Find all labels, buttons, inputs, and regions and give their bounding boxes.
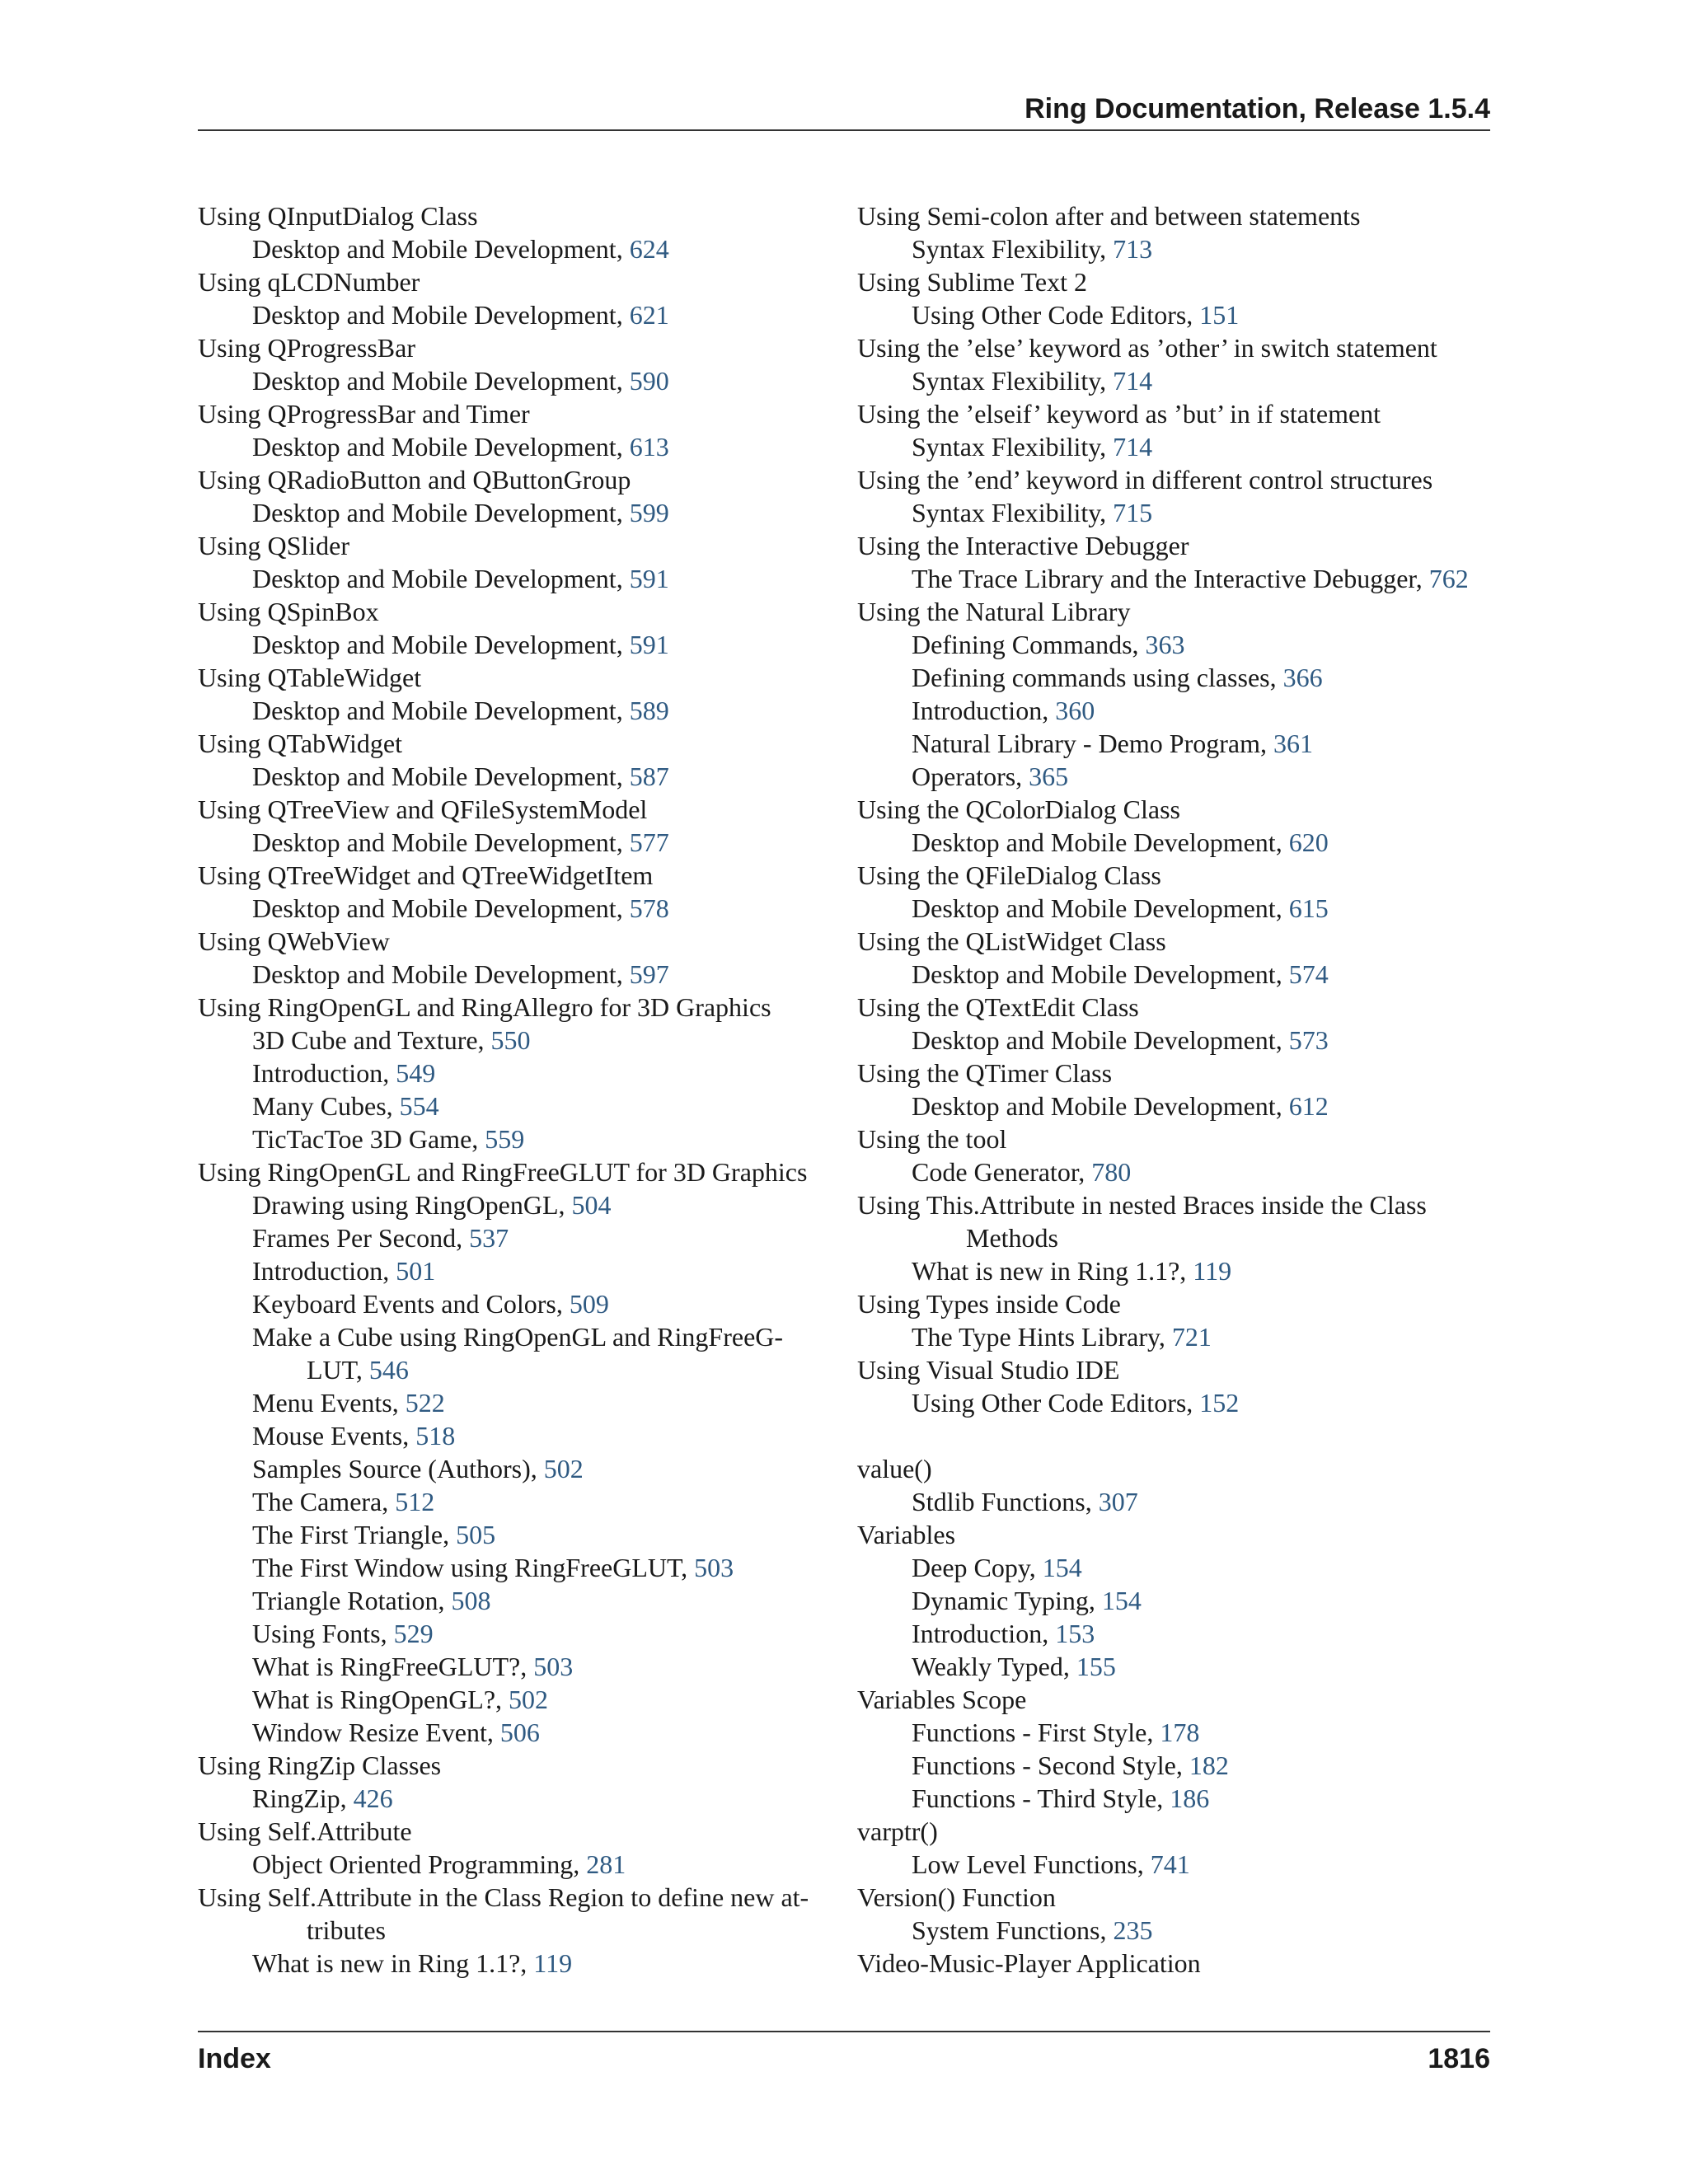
index-entry-text: Using Other Code Editors, xyxy=(912,1388,1200,1418)
index-term xyxy=(198,661,832,694)
footer-rule xyxy=(198,2031,1490,2032)
index-subentry xyxy=(198,1683,832,1716)
index-entry-text: Using qLCDNumber xyxy=(198,267,420,297)
page-reference-link[interactable]: 178 xyxy=(1160,1718,1200,1747)
index-entry-text: Desktop and Mobile Development, xyxy=(252,234,630,264)
index-continuation xyxy=(857,1221,1492,1254)
index-entry-text: Using QSpinBox xyxy=(198,597,379,626)
page-reference-link[interactable]: 741 xyxy=(1150,1849,1190,1879)
index-subentry xyxy=(198,892,832,925)
index-entry-text: Triangle Rotation, xyxy=(252,1586,452,1615)
index-column-left xyxy=(198,199,832,1980)
index-entry-text: Introduction, xyxy=(252,1058,396,1088)
footer-section: Index xyxy=(198,2043,271,2074)
index-entry-text: Using the ’elseif’ keyword as ’but’ in if statement xyxy=(857,399,1381,429)
page-reference-link[interactable]: 549 xyxy=(396,1058,436,1088)
index-subentry xyxy=(857,430,1492,463)
index-term xyxy=(857,1947,1492,1980)
index-term xyxy=(857,397,1492,430)
index-subentry xyxy=(857,1090,1492,1122)
index-entry-text: Using Other Code Editors, xyxy=(912,300,1200,330)
index-subentry xyxy=(198,628,832,661)
page-reference-link[interactable]: 366 xyxy=(1282,663,1323,692)
index-entry-text: Using QSlider xyxy=(198,531,349,560)
index-subentry xyxy=(198,1947,832,1980)
page-reference-link[interactable]: 613 xyxy=(629,432,669,462)
page-reference-link[interactable]: 152 xyxy=(1199,1388,1240,1418)
index-entry-text: Using the QColorDialog Class xyxy=(857,794,1180,824)
page-reference-link[interactable]: 235 xyxy=(1113,1915,1153,1945)
index-entry-text: Using QTreeWidget and QTreeWidgetItem xyxy=(198,860,654,890)
page-reference-link[interactable]: 537 xyxy=(469,1223,509,1253)
index-entry-text: System Functions, xyxy=(912,1915,1114,1945)
index-entry-text: Defining commands using classes, xyxy=(912,663,1283,692)
index-entry-text: Desktop and Mobile Development, xyxy=(252,630,630,659)
index-entry-text: TicTacToe 3D Game, xyxy=(252,1124,485,1154)
index-entry-text: Using QProgressBar xyxy=(198,333,415,363)
index-entry-text: Frames Per Second, xyxy=(252,1223,470,1253)
index-term xyxy=(857,1353,1492,1386)
page-reference-link[interactable]: 504 xyxy=(571,1190,612,1220)
index-subentry xyxy=(198,562,832,595)
index-subentry xyxy=(857,364,1492,397)
index-entry-text: Desktop and Mobile Development, xyxy=(252,300,630,330)
index-subentry xyxy=(857,1749,1492,1782)
index-subentry xyxy=(198,1254,832,1287)
index-subentry xyxy=(857,958,1492,991)
index-entry-text: Keyboard Events and Colors, xyxy=(252,1289,570,1319)
index-term xyxy=(198,1155,832,1188)
index-entry-text: Using the QFileDialog Class xyxy=(857,860,1161,890)
page-reference-link[interactable]: 714 xyxy=(1113,432,1153,462)
index-entry-text: Methods xyxy=(966,1223,1058,1253)
index-entry-text: Desktop and Mobile Development, xyxy=(252,696,630,725)
index-term xyxy=(198,199,832,232)
index-entry-text: Code Generator, xyxy=(912,1157,1092,1187)
index-subentry xyxy=(198,1122,832,1155)
page-reference-link[interactable]: 281 xyxy=(586,1849,626,1879)
page-reference-link[interactable]: 546 xyxy=(368,1355,409,1385)
index-entry-text: What is RingFreeGLUT?, xyxy=(252,1652,534,1681)
index-term xyxy=(857,1287,1492,1320)
index-entry-text: tributes xyxy=(307,1915,386,1945)
page-reference-link[interactable]: 550 xyxy=(490,1025,531,1055)
index-subentry xyxy=(198,826,832,859)
index-entry-text: Desktop and Mobile Development, xyxy=(912,893,1289,923)
index-entry-text: Low Level Functions, xyxy=(912,1849,1151,1879)
index-term xyxy=(857,1683,1492,1716)
index-entry-text: Deep Copy, xyxy=(912,1553,1043,1582)
index-subentry xyxy=(198,1782,832,1815)
index-subentry xyxy=(198,1650,832,1683)
page-reference-link[interactable]: 590 xyxy=(629,366,669,396)
page-reference-link[interactable]: 612 xyxy=(1288,1091,1329,1121)
index-entry-text: Drawing using RingOpenGL, xyxy=(252,1190,572,1220)
index-entry-text: What is RingOpenGL?, xyxy=(252,1685,509,1714)
index-subentry xyxy=(857,496,1492,529)
index-continuation xyxy=(198,1353,832,1386)
index-entry-text: Using QTreeView and QFileSystemModel xyxy=(198,794,648,824)
index-term xyxy=(857,1881,1492,1914)
index-term xyxy=(198,595,832,628)
index-term xyxy=(198,397,832,430)
index-entry-text: Variables Scope xyxy=(857,1685,1027,1714)
index-entry-text: The Type Hints Library, xyxy=(912,1322,1172,1352)
index-subentry xyxy=(857,1914,1492,1947)
index-subentry xyxy=(198,1320,832,1353)
index-entry-text: Using RingOpenGL and RingFreeGLUT for 3D Graphics xyxy=(198,1157,808,1187)
index-term xyxy=(857,1057,1492,1090)
index-subentry xyxy=(857,1782,1492,1815)
index-subentry xyxy=(857,562,1492,595)
index-term xyxy=(198,1815,832,1848)
page-reference-link[interactable]: 714 xyxy=(1113,366,1153,396)
index-entry-text: Desktop and Mobile Development, xyxy=(252,893,630,923)
page-reference-link[interactable]: 621 xyxy=(629,300,669,330)
page-reference-link[interactable]: 578 xyxy=(629,893,669,923)
index-entry-text: Version() Function xyxy=(857,1882,1056,1912)
index-entry-text: Many Cubes, xyxy=(252,1091,400,1121)
page-reference-link[interactable]: 186 xyxy=(1170,1783,1210,1813)
index-entry-text: Using Types inside Code xyxy=(857,1289,1121,1319)
index-term xyxy=(857,1188,1492,1221)
index-entry-text: Using QTableWidget xyxy=(198,663,422,692)
index-subentry xyxy=(198,430,832,463)
index-term xyxy=(857,595,1492,628)
page-reference-link[interactable]: 502 xyxy=(509,1685,549,1714)
index-subentry xyxy=(198,1848,832,1881)
index-entry-text: What is new in Ring 1.1?, xyxy=(252,1948,534,1978)
index-column-right xyxy=(857,199,1492,1980)
index-term xyxy=(198,463,832,496)
index-term xyxy=(857,991,1492,1024)
index-entry-text: Defining Commands, xyxy=(912,630,1146,659)
index-entry-text: Desktop and Mobile Development, xyxy=(252,827,630,857)
index-entry-text: Desktop and Mobile Development, xyxy=(252,959,630,989)
index-entry-text: Make a Cube using RingOpenGL and RingFreeG- xyxy=(252,1322,784,1352)
index-entry-text: Using QTabWidget xyxy=(198,729,402,758)
index-entry-text: The First Window using RingFreeGLUT, xyxy=(252,1553,695,1582)
page-reference-link[interactable]: 506 xyxy=(499,1718,540,1747)
index-subentry xyxy=(198,1024,832,1057)
index-subentry xyxy=(198,496,832,529)
index-subentry xyxy=(857,1155,1492,1188)
page-reference-link[interactable]: 155 xyxy=(1076,1652,1116,1681)
index-subentry xyxy=(198,694,832,727)
index-subentry xyxy=(857,892,1492,925)
page-reference-link[interactable]: 587 xyxy=(629,762,669,791)
page-reference-link[interactable]: 574 xyxy=(1288,959,1329,989)
page-reference-link[interactable]: 426 xyxy=(353,1783,393,1813)
index-term xyxy=(198,529,832,562)
page-reference-link[interactable]: 591 xyxy=(629,564,669,593)
index-entry-text: Using QWebView xyxy=(198,926,390,956)
page-reference-link[interactable]: 591 xyxy=(629,630,669,659)
index-entry-text: Variables xyxy=(857,1520,956,1549)
page-reference-link[interactable]: 503 xyxy=(694,1553,734,1582)
index-entry-text: Functions - First Style, xyxy=(912,1718,1160,1747)
index-subentry xyxy=(198,1716,832,1749)
page-reference-link[interactable]: 361 xyxy=(1273,729,1313,758)
index-entry-text: Using Semi-colon after and between statements xyxy=(857,201,1361,231)
index-entry-text: Dynamic Typing, xyxy=(912,1586,1102,1615)
index-entry-text: 3D Cube and Texture, xyxy=(252,1025,491,1055)
index-entry-text: Using RingOpenGL and RingAllegro for 3D Graphics xyxy=(198,992,771,1022)
index-term xyxy=(857,925,1492,958)
index-entry-text: Using RingZip Classes xyxy=(198,1750,442,1780)
page-reference-link[interactable]: 559 xyxy=(485,1124,525,1154)
index-entry-text: Weakly Typed, xyxy=(912,1652,1076,1681)
index-entry-text: Using Sublime Text 2 xyxy=(857,267,1087,297)
index-subentry xyxy=(198,232,832,265)
index-term xyxy=(857,1452,1492,1485)
index-entry-text: Using Visual Studio IDE xyxy=(857,1355,1120,1385)
index-term xyxy=(198,331,832,364)
index-subentry xyxy=(198,1452,832,1485)
index-entry-text: Using Self.Attribute xyxy=(198,1816,412,1846)
index-entry-text: Using the ’else’ keyword as ’other’ in switch statement xyxy=(857,333,1437,363)
index-subentry xyxy=(198,1057,832,1090)
index-entry-text: Introduction, xyxy=(912,696,1056,725)
index-subentry xyxy=(198,958,832,991)
index-term xyxy=(198,925,832,958)
index-entry-text: Desktop and Mobile Development, xyxy=(912,959,1289,989)
index-entry-text: Desktop and Mobile Development, xyxy=(912,1091,1289,1121)
page-reference-link[interactable]: 154 xyxy=(1042,1553,1082,1582)
page-reference-link[interactable]: 119 xyxy=(533,1948,573,1978)
page-reference-link[interactable]: 512 xyxy=(395,1487,435,1516)
index-entry-text: Desktop and Mobile Development, xyxy=(912,827,1289,857)
index-entry-text: Operators, xyxy=(912,762,1029,791)
index-entry-text: Using QRadioButton and QButtonGroup xyxy=(198,465,631,494)
index-term xyxy=(857,793,1492,826)
index-entry-text: Using the QTextEdit Class xyxy=(857,992,1139,1022)
page-reference-link[interactable]: 505 xyxy=(456,1520,496,1549)
index-subentry xyxy=(857,628,1492,661)
index-entry-text: Desktop and Mobile Development, xyxy=(252,498,630,527)
index-term xyxy=(857,331,1492,364)
index-term xyxy=(857,859,1492,892)
page-reference-link[interactable]: 762 xyxy=(1428,564,1469,593)
index-term xyxy=(857,463,1492,496)
index-subentry xyxy=(857,826,1492,859)
index-entry-text: Syntax Flexibility, xyxy=(912,432,1114,462)
index-entry-text: What is new in Ring 1.1?, xyxy=(912,1256,1193,1286)
index-subentry xyxy=(198,364,832,397)
index-entry-text: Using QProgressBar and Timer xyxy=(198,399,530,429)
index-subentry xyxy=(857,1320,1492,1353)
index-entry-text: Desktop and Mobile Development, xyxy=(252,564,630,593)
page-reference-link[interactable]: 365 xyxy=(1029,762,1069,791)
index-subentry xyxy=(198,1090,832,1122)
page-reference-link[interactable]: 182 xyxy=(1189,1750,1229,1780)
index-entry-text: Mouse Events, xyxy=(252,1421,416,1451)
index-entry-text: Syntax Flexibility, xyxy=(912,234,1114,264)
page-reference-link[interactable]: 780 xyxy=(1091,1157,1132,1187)
page-reference-link[interactable]: 573 xyxy=(1288,1025,1329,1055)
index-entry-text: Using the Natural Library xyxy=(857,597,1131,626)
index-subentry xyxy=(857,1584,1492,1617)
index-subentry xyxy=(198,1419,832,1452)
page-reference-link[interactable]: 615 xyxy=(1288,893,1329,923)
index-subentry xyxy=(857,298,1492,331)
index-entry-text: Video-Music-Player Application xyxy=(857,1948,1201,1978)
index-subentry xyxy=(198,1584,832,1617)
page-reference-link[interactable]: 153 xyxy=(1055,1619,1095,1648)
index-entry-text: Using the QListWidget Class xyxy=(857,926,1166,956)
index-entry-text: Desktop and Mobile Development, xyxy=(252,432,630,462)
page-reference-link[interactable]: 360 xyxy=(1055,696,1095,725)
page-reference-link[interactable]: 503 xyxy=(533,1652,574,1681)
index-entry-text: Using This.Attribute in nested Braces inside the Class xyxy=(857,1190,1427,1220)
page-reference-link[interactable]: 624 xyxy=(629,234,669,264)
index-entry-text: Desktop and Mobile Development, xyxy=(912,1025,1289,1055)
index-term xyxy=(857,1815,1492,1848)
page-reference-link[interactable]: 151 xyxy=(1199,300,1240,330)
index-entry-text: Functions - Second Style, xyxy=(912,1750,1189,1780)
index-subentry xyxy=(857,1848,1492,1881)
index-entry-text: Using the Interactive Debugger xyxy=(857,531,1189,560)
page-reference-link[interactable]: 577 xyxy=(629,827,669,857)
index-subentry xyxy=(857,1650,1492,1683)
index-subentry xyxy=(857,1551,1492,1584)
index-entry-text: Syntax Flexibility, xyxy=(912,366,1114,396)
index-subentry xyxy=(198,298,832,331)
index-subentry xyxy=(857,1716,1492,1749)
index-entry-text: Using QInputDialog Class xyxy=(198,201,478,231)
index-subentry xyxy=(857,760,1492,793)
index-term xyxy=(198,991,832,1024)
index-term xyxy=(857,529,1492,562)
index-term xyxy=(857,265,1492,298)
index-spacer xyxy=(857,1419,1492,1452)
index-entry-text: Syntax Flexibility, xyxy=(912,498,1114,527)
index-entry-text: Using Fonts, xyxy=(252,1619,394,1648)
page-reference-link[interactable]: 715 xyxy=(1113,498,1153,527)
page-reference-link[interactable]: 307 xyxy=(1098,1487,1138,1516)
index-term xyxy=(198,727,832,760)
page-reference-link[interactable]: 522 xyxy=(405,1388,445,1418)
index-term xyxy=(198,265,832,298)
index-subentry xyxy=(198,1551,832,1584)
index-subentry xyxy=(198,760,832,793)
index-entry-text: Menu Events, xyxy=(252,1388,406,1418)
page-reference-link[interactable]: 508 xyxy=(451,1586,491,1615)
page-reference-link[interactable]: 597 xyxy=(629,959,669,989)
index-subentry xyxy=(198,1221,832,1254)
index-entry-text: varptr() xyxy=(857,1816,938,1846)
index-entry-text: The Trace Library and the Interactive Debugger, xyxy=(912,564,1429,593)
page-reference-link[interactable]: 518 xyxy=(415,1421,456,1451)
index-subentry xyxy=(857,727,1492,760)
index-entry-text: Desktop and Mobile Development, xyxy=(252,366,630,396)
header-rule xyxy=(198,129,1490,131)
page-reference-link[interactable]: 363 xyxy=(1145,630,1185,659)
index-term xyxy=(198,1749,832,1782)
page-reference-link[interactable]: 501 xyxy=(396,1256,436,1286)
index-entry-text: Introduction, xyxy=(912,1619,1056,1648)
index-entry-text: Using the QTimer Class xyxy=(857,1058,1113,1088)
page-reference-link[interactable]: 721 xyxy=(1171,1322,1212,1352)
index-entry-text: Stdlib Functions, xyxy=(912,1487,1099,1516)
page-reference-link[interactable]: 502 xyxy=(543,1454,584,1483)
index-entry-text: The First Triangle, xyxy=(252,1520,457,1549)
index-continuation xyxy=(198,1914,832,1947)
index-entry-text: Window Resize Event, xyxy=(252,1718,500,1747)
index-term xyxy=(857,1122,1492,1155)
index-entry-text: value() xyxy=(857,1454,932,1483)
index-term xyxy=(198,793,832,826)
index-subentry xyxy=(198,1518,832,1551)
index-entry-text: Samples Source (Authors), xyxy=(252,1454,544,1483)
index-entry-text: Natural Library - Demo Program, xyxy=(912,729,1273,758)
index-entry-text: Desktop and Mobile Development, xyxy=(252,762,630,791)
page-reference-link[interactable]: 589 xyxy=(629,696,669,725)
index-subentry xyxy=(857,1485,1492,1518)
index-entry-text: The Camera, xyxy=(252,1487,396,1516)
index-subentry xyxy=(198,1188,832,1221)
index-subentry xyxy=(198,1617,832,1650)
index-entry-text: Functions - Third Style, xyxy=(912,1783,1170,1813)
index-entry-text: Using the ’end’ keyword in different control structures xyxy=(857,465,1433,494)
index-entry-text: Using the tool xyxy=(857,1124,1007,1154)
page-reference-link[interactable]: 713 xyxy=(1113,234,1153,264)
index-entry-text: Using Self.Attribute in the Class Region to define new at- xyxy=(198,1882,809,1912)
page-reference-link[interactable]: 599 xyxy=(629,498,669,527)
index-entry-text: LUT, xyxy=(307,1355,369,1385)
index-term xyxy=(198,1881,832,1914)
index-subentry xyxy=(857,232,1492,265)
index-subentry xyxy=(198,1287,832,1320)
index-entry-text: RingZip, xyxy=(252,1783,354,1813)
index-subentry xyxy=(857,1024,1492,1057)
page-reference-link[interactable]: 529 xyxy=(393,1619,434,1648)
index-term xyxy=(198,859,832,892)
page-reference-link[interactable]: 509 xyxy=(569,1289,609,1319)
page-reference-link[interactable]: 554 xyxy=(399,1091,439,1121)
index-subentry xyxy=(857,661,1492,694)
index-subentry xyxy=(857,694,1492,727)
index-entry-text: Introduction, xyxy=(252,1256,396,1286)
index-subentry xyxy=(198,1386,832,1419)
index-subentry xyxy=(198,1485,832,1518)
page-reference-link[interactable]: 154 xyxy=(1101,1586,1142,1615)
index-term xyxy=(857,1518,1492,1551)
index-subentry xyxy=(857,1617,1492,1650)
page-reference-link[interactable]: 119 xyxy=(1193,1256,1232,1286)
page-number: 1816 xyxy=(1428,2043,1490,2074)
index-subentry xyxy=(857,1254,1492,1287)
header-title: Ring Documentation, Release 1.5.4 xyxy=(1025,93,1490,124)
page-reference-link[interactable]: 620 xyxy=(1288,827,1329,857)
index-subentry xyxy=(857,1386,1492,1419)
index-entry-text: Object Oriented Programming, xyxy=(252,1849,587,1879)
index-term xyxy=(857,199,1492,232)
